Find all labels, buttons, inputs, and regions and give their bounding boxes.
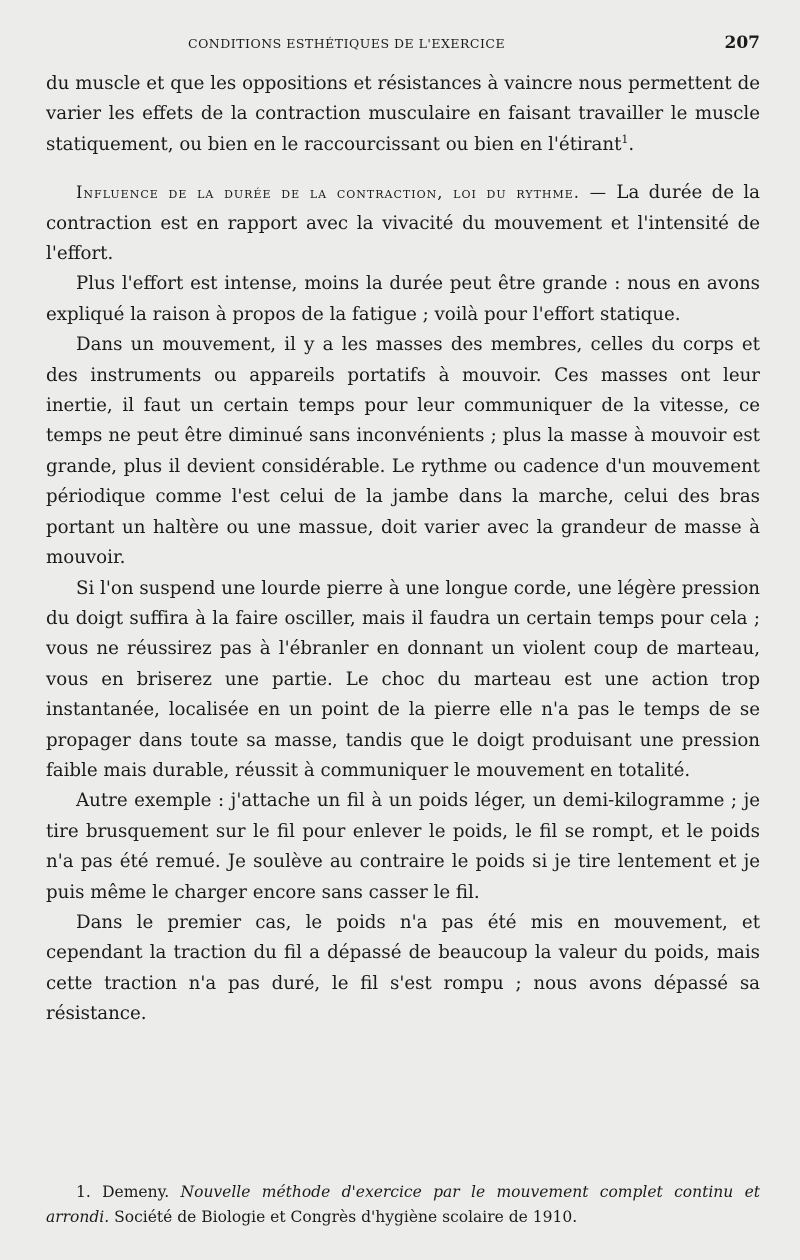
- running-head: CONDITIONS ESTHÉTIQUES DE L'EXERCICE: [188, 36, 506, 51]
- paragraph-7: Dans le premier cas, le poids n'a pas été mis en mouvement, et cependant la traction du fil a dépassé de beaucoup la valeur du poids, mais cette traction n'a pas duré, le fil s'est rompu ; nous avons dépassé sa résistance.: [46, 911, 760, 1025]
- page-number: 207: [724, 33, 760, 53]
- footnote-ref: 1: [621, 132, 629, 146]
- page-header: [46, 33, 760, 61]
- section-paragraph: [46, 178, 760, 269]
- footnote-number: 1.: [76, 1183, 91, 1201]
- paragraph-6: Autre exemple : j'attache un fil à un poids léger, un demi-kilogramme ; je tire brusquement sur le fil pour enlever le poids, le fil se rompt, et le poids n'a pas été remué. Je soulève au contraire le poids si je tire lentement et je puis même le charger encore sans casser le fil.: [46, 790, 760, 903]
- paragraph-3: Plus l'effort est intense, moins la durée peut être grande : nous en avons expliqué la raison à propos de la fatigue ; voilà pour l'effort statique.: [46, 273, 760, 325]
- footnote-title: Nouvelle méthode d'exercice par le mouvement complet continu et arrondi.: [46, 1183, 760, 1226]
- footnote-author: Demeny.: [102, 1183, 170, 1201]
- section-title: Influence de la durée de la contraction, loi du rythme. —: [76, 183, 608, 203]
- paragraph-5: Si l'on suspend une lourde pierre à une longue corde, une légère pression du doigt suffira à la faire osciller, mais il faudra un certain temps pour cela ; vous ne réussirez pas à l'ébranler en donnant un violent coup de marteau, vous en briserez une partie. Le choc du marteau est une action trop instantanée, localisée en un point de la pierre elle n'a pas le temps de se propager dans toute sa masse, tandis que le doigt produisant une pression faible mais durable, réussit à communiquer le mouvement en totalité.: [46, 577, 760, 781]
- paragraph-continued: [46, 69, 760, 160]
- paragraph-1-text: du muscle et que les oppositions et résistances à vaincre nous permettent de varier les effets de la contraction musculaire en faisant travailler le muscle statiquement, ou bien en le raccourcissant ou bien en l'étirant: [46, 73, 760, 155]
- footnote: [46, 1180, 760, 1230]
- paragraph-1-end: .: [628, 133, 635, 155]
- paragraph-4: Dans un mouvement, il y a les masses des membres, celles du corps et des instruments ou appareils portatifs à mouvoir. Ces masses ont leur inertie, il faut un certain temps pour leur communiquer de la vitesse, ce temps ne peut être diminué sans inconvénients ; plus la masse à mouvoir est grande, plus il devient considérable. Le rythme ou cadence d'un mouvement périodique comme l'est celui de la jambe dans la marche, celui des bras portant un haltère ou une massue, doit varier avec la grandeur de masse à mouvoir.: [46, 334, 760, 569]
- paragraph-2-text: La durée de la contraction est en rapport avec la vivacité du mouvement et l'intensité de l'effort.: [46, 182, 760, 265]
- footnote-rest: Société de Biologie et Congrès d'hygiène scolaire de 1910.: [114, 1208, 578, 1226]
- page-content: [46, 69, 760, 1030]
